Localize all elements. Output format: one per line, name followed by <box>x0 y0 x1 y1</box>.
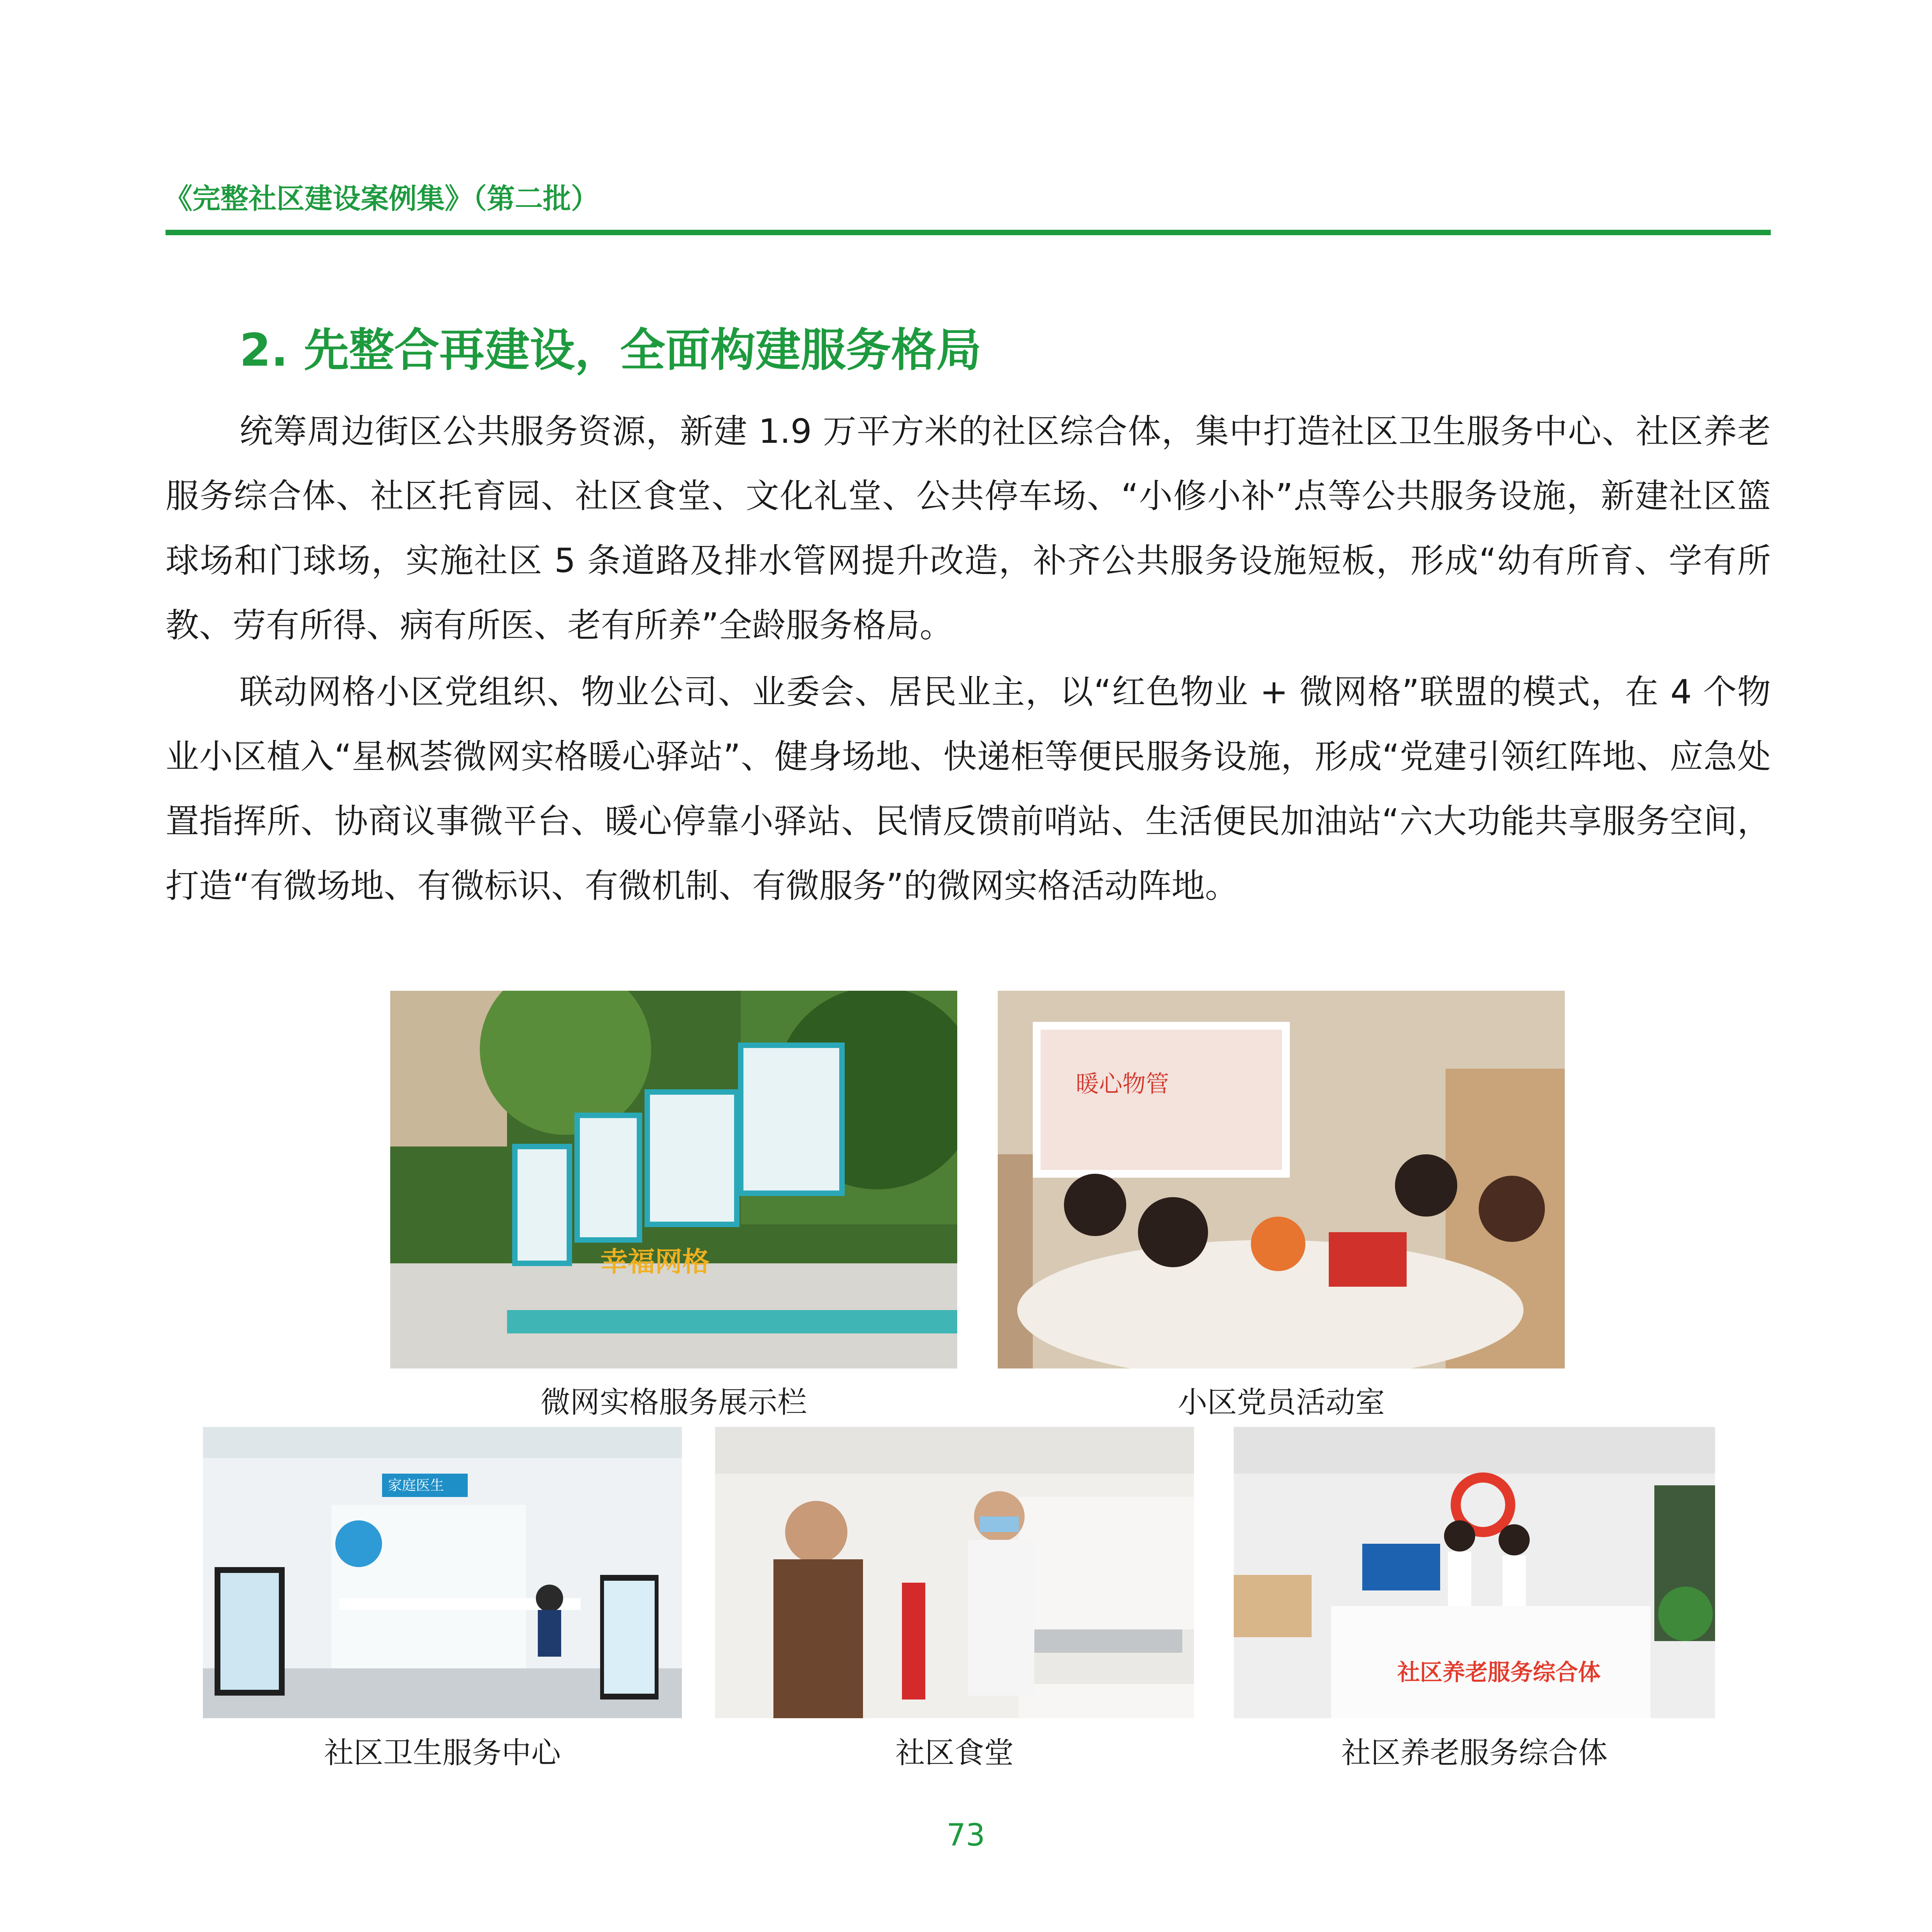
photo-caption-4: 社区食堂 <box>895 1735 1014 1770</box>
body-paragraph-1: 统筹周边街区公共服务资源，新建 1.9 万平方米的社区综合体，集中打造社区卫生服务中心、社区养老服务综合体、社区托育园、社区食堂、文化礼堂、公共停车场、“小修小补”点等公共服务设施，新建社区篮球场和门球场，实施社区 5 条道路及排水管网提升改造，补齐公共服务设施短板，形成“幼有所育、学有所教、劳有所得、病有所医、老有所养”全龄服务格局。 <box>166 412 1771 645</box>
photo-caption-3: 社区卫生服务中心 <box>324 1735 561 1770</box>
photo-elderly-care-complex <box>1234 1427 1715 1718</box>
header-divider <box>166 230 1771 235</box>
photo-caption-2: 小区党员活动室 <box>1178 1385 1385 1420</box>
photo-5-signage-text: 社区养老服务综合体 <box>1397 1659 1601 1685</box>
photo-caption-5: 社区养老服务综合体 <box>1341 1735 1608 1770</box>
page-number: 73 <box>946 1818 985 1853</box>
photo-health-service-center <box>203 1427 682 1718</box>
document-header-title: 《完整社区建设案例集》（第二批） <box>164 182 599 215</box>
photo-party-activity-room <box>998 991 1565 1368</box>
photo-1-signage-text: 幸福网格 <box>601 1246 710 1278</box>
photo-2-screen-text: 暖心物管 <box>1076 1071 1169 1098</box>
section-heading: 2. 先整合再建设，全面构建服务格局 <box>240 324 982 377</box>
photo-community-canteen <box>715 1427 1194 1718</box>
photo-3-signage-text: 家庭医生 <box>388 1478 444 1493</box>
photo-caption-1: 微网实格服务展示栏 <box>541 1385 807 1420</box>
photo-grid-display-board <box>390 991 957 1368</box>
body-paragraph-2: 联动网格小区党组织、物业公司、业委会、居民业主，以“红色物业 + 微网格”联盟的模式，在 4 个物业小区植入“星枫荟微网实格暖心驿站”、健身场地、快递柜等便民服务设施，形成“党建引领红阵地、应急处置指挥所、协商议事微平台、暖心停靠小驿站、民情反馈前哨站、生活便民加油站“六大功能共享服务空间，打造“有微场地、有微标识、有微机制、有微服务”的微网实格活动阵地。 <box>166 673 1771 905</box>
